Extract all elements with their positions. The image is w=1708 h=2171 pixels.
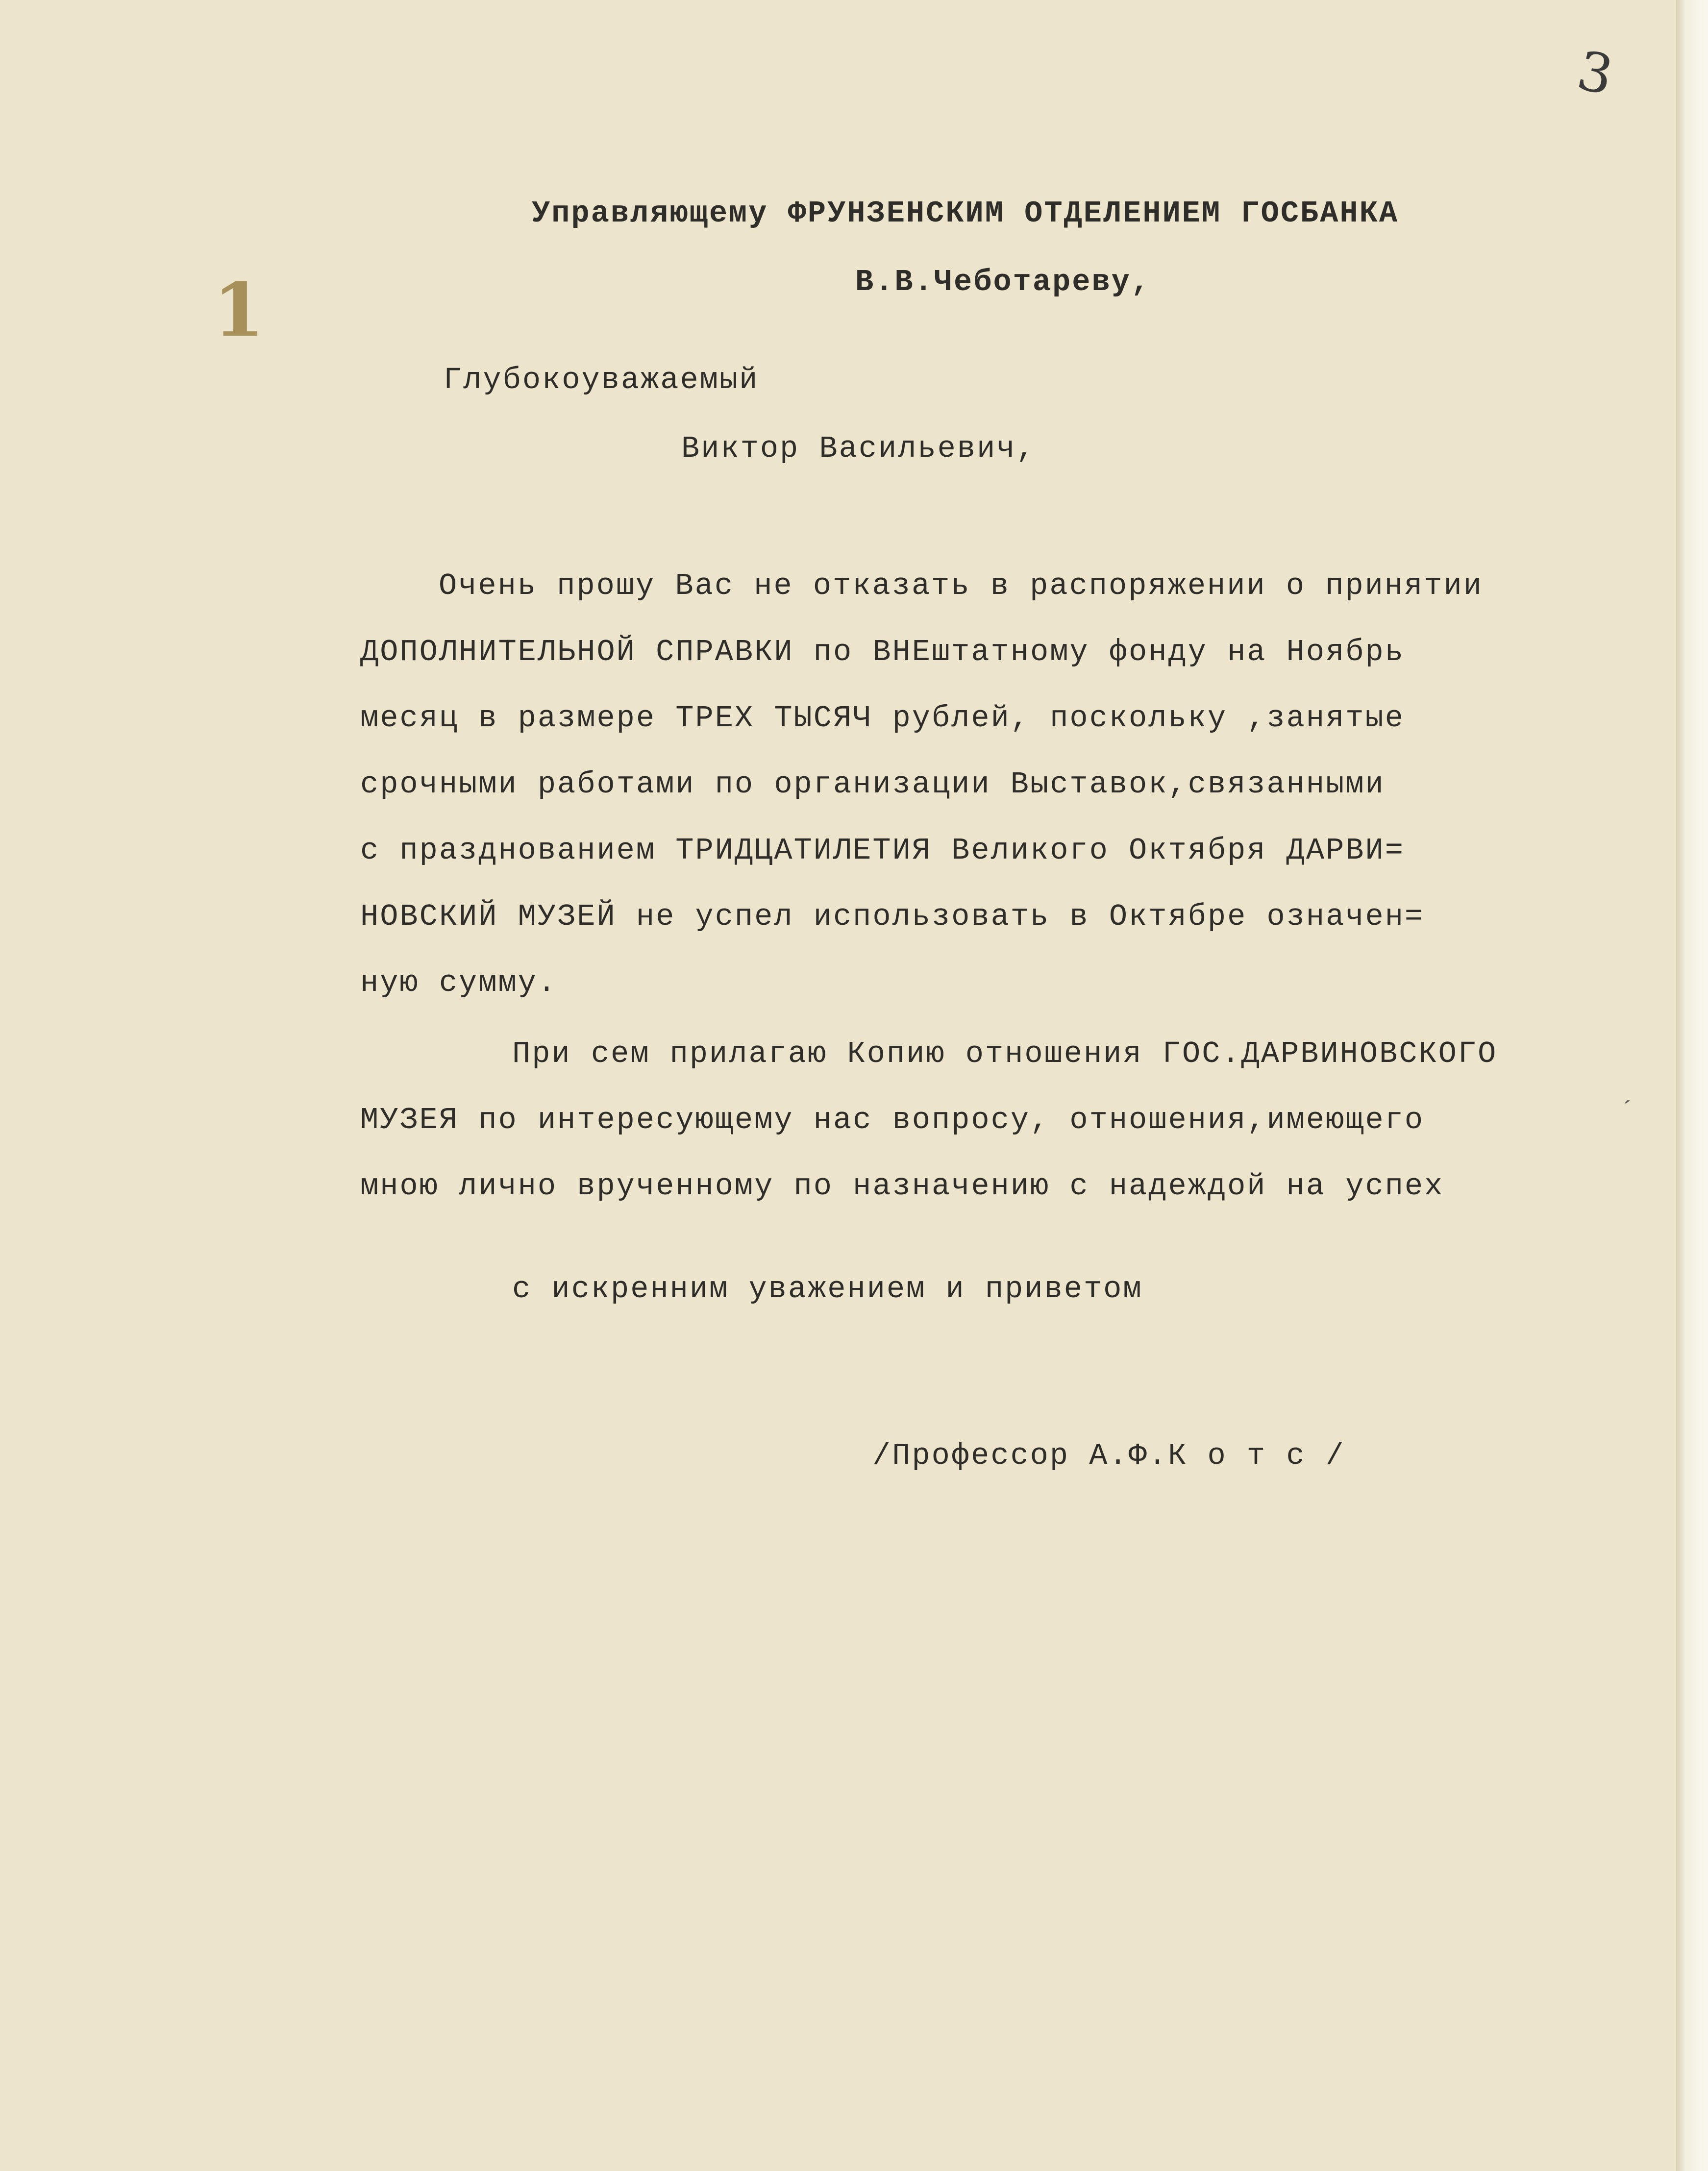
archive-mark: 1 [213, 267, 265, 353]
body-line: с празднованием ТРИДЦАТИЛЕТИЯ Великого Октября ДАРВИ= [360, 833, 1405, 868]
page-edge [1676, 0, 1708, 2171]
body-line: НОВСКИЙ МУЗЕЙ не успел использовать в Октябре означен= [360, 899, 1425, 934]
body-line: ДОПОЛНИТЕЛЬНОЙ СПРАВКИ по ВНЕштатному фонду на Ноябрь [360, 635, 1405, 669]
body-line: месяц в размере ТРЕХ ТЫСЯЧ рублей, поскольку ,занятые [360, 701, 1405, 736]
salutation-line-2: Виктор Васильевич, [681, 431, 1036, 466]
handwritten-page-number: 3 [1572, 39, 1619, 107]
closing-line: с искренним уважением и приветом [512, 1272, 1143, 1307]
body-line: Очень прошу Вас не отказать в распоряжении о принятии [439, 568, 1483, 603]
body-line: ную сумму. [360, 965, 558, 1000]
margin-tick-mark: ´ [1620, 1098, 1635, 1126]
salutation-line-1: Глубокоуважаемый [444, 363, 759, 397]
body-line: мною лично врученному по назначению с надеждой на успех [360, 1169, 1444, 1204]
body-line: При сем прилагаю Копию отношения ГОС.ДАРВИНОВСКОГО [512, 1036, 1498, 1071]
signature-line: /Профессор А.Ф.К о т с / [872, 1438, 1345, 1473]
addressee-line-1: Управляющему ФРУНЗЕНСКИМ ОТДЕЛЕНИЕМ ГОСБАНКА [532, 196, 1399, 231]
addressee-line-2: В.В.Чеботареву, [855, 265, 1151, 299]
body-line: МУЗЕЯ по интересующему нас вопросу, отношения,имеющего [360, 1103, 1425, 1137]
body-line: срочными работами по организации Выставок,связанными [360, 767, 1385, 802]
